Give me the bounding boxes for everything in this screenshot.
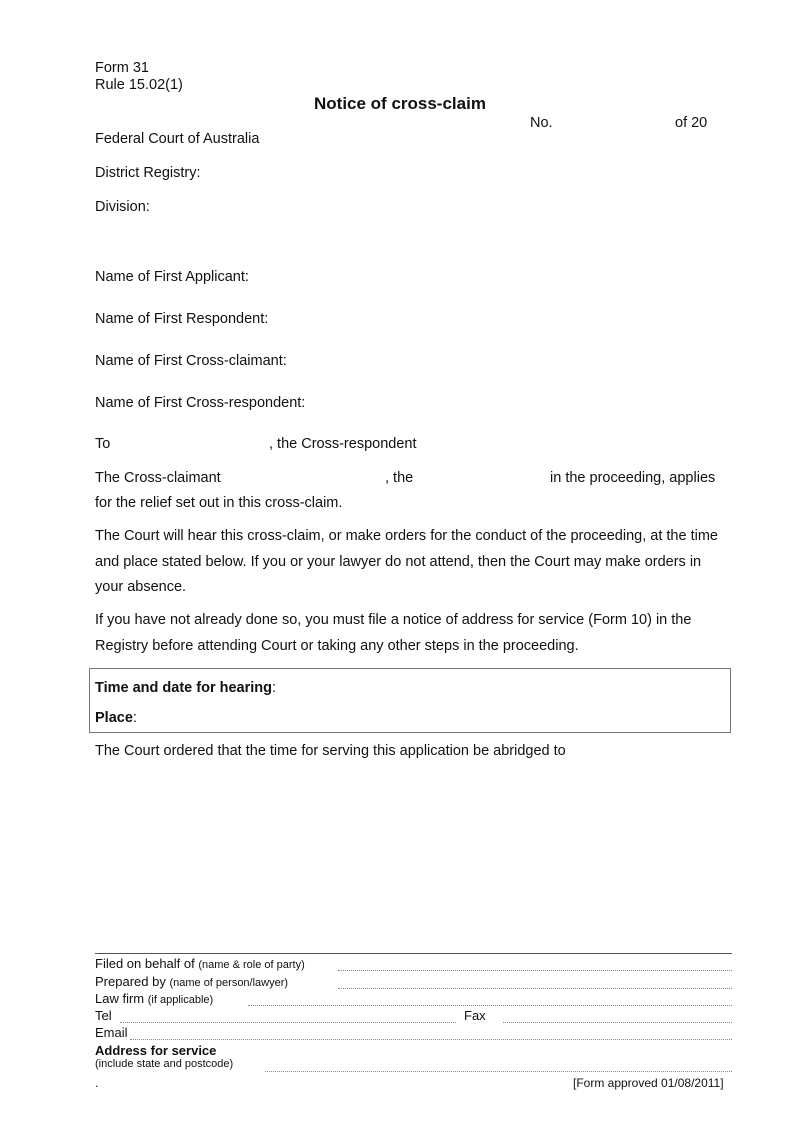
tel-label: Tel bbox=[95, 1008, 112, 1023]
address-for-service-paragraph: If you have not already done so, you must file a notice of address for service (Form 10) in the Registry before attending Court or taking any other steps in the proceeding. bbox=[95, 612, 692, 654]
abridged-order-text: The Court ordered that the time for serving this application be abridged to bbox=[95, 743, 566, 759]
time-date-hearing-colon: : bbox=[272, 680, 277, 696]
hearing-paragraph: The Court will hear this cross-claim, or make orders for the conduct of the proceeding, at the time and place stated below. If you or your lawyer do not attend, then the Court may make orders in your absence. bbox=[95, 528, 718, 595]
division-label: Division: bbox=[95, 199, 150, 215]
applies-label: in the proceeding, applies bbox=[550, 470, 716, 486]
fax-label: Fax bbox=[464, 1008, 486, 1023]
filed-on-behalf-hint: (name & role of party) bbox=[198, 959, 305, 971]
place-label bbox=[95, 711, 137, 726]
place-colon: : bbox=[132, 710, 137, 726]
district-registry-label: District Registry: bbox=[95, 165, 201, 181]
prepared-by-hint: (name of person/lawyer) bbox=[169, 977, 289, 989]
address-for-service-label: Address for service bbox=[95, 1043, 217, 1058]
footer-dot: . bbox=[95, 1076, 99, 1090]
to-label: To bbox=[95, 436, 111, 452]
footer-top-rule bbox=[95, 953, 732, 954]
court-name: Federal Court of Australia bbox=[95, 131, 260, 147]
proceeding-year-label: of 20 bbox=[675, 115, 708, 131]
rule-reference: Rule 15.02(1) bbox=[95, 77, 183, 93]
prepared-by-label bbox=[95, 975, 288, 989]
first-respondent-label: Name of First Respondent: bbox=[95, 311, 269, 327]
hearing-details-box bbox=[89, 668, 731, 733]
email-label: Email bbox=[95, 1025, 128, 1040]
time-date-hearing-label bbox=[95, 681, 276, 696]
filed-on-behalf-field[interactable] bbox=[338, 970, 732, 971]
email-field[interactable] bbox=[130, 1039, 732, 1040]
first-applicant-label: Name of First Applicant: bbox=[95, 269, 249, 285]
relief-line: for the relief set out in this cross-claim. bbox=[95, 495, 343, 511]
the-label: , the bbox=[385, 470, 414, 486]
tel-field[interactable] bbox=[120, 1022, 456, 1023]
law-firm-hint: (if applicable) bbox=[147, 994, 214, 1006]
prepared-by-field[interactable] bbox=[338, 988, 732, 989]
cross-respondent-label: , the Cross-respondent bbox=[269, 436, 417, 452]
filed-on-behalf-text: Filed on behalf of bbox=[95, 956, 195, 971]
time-date-hearing-text: Time and date for hearing bbox=[95, 680, 272, 696]
address-for-service-hint: (include state and postcode) bbox=[95, 1058, 234, 1070]
prepared-by-text: Prepared by bbox=[95, 974, 166, 989]
law-firm-label bbox=[95, 992, 213, 1006]
form-approved-date: [Form approved 01/08/2011] bbox=[573, 1076, 724, 1090]
filed-on-behalf-label bbox=[95, 957, 305, 971]
address-for-service-field[interactable] bbox=[265, 1071, 732, 1072]
page-title: Notice of cross-claim bbox=[314, 94, 486, 113]
first-cross-respondent-label: Name of First Cross-respondent: bbox=[95, 395, 306, 411]
law-firm-field[interactable] bbox=[248, 1005, 732, 1006]
first-cross-claimant-label: Name of First Cross-claimant: bbox=[95, 353, 287, 369]
form-number: Form 31 bbox=[95, 60, 149, 76]
fax-field[interactable] bbox=[503, 1022, 732, 1023]
cross-claimant-label: The Cross-claimant bbox=[95, 470, 221, 486]
proceeding-number-label: No. bbox=[530, 115, 553, 131]
place-text: Place bbox=[95, 710, 133, 726]
law-firm-text: Law firm bbox=[95, 991, 145, 1006]
